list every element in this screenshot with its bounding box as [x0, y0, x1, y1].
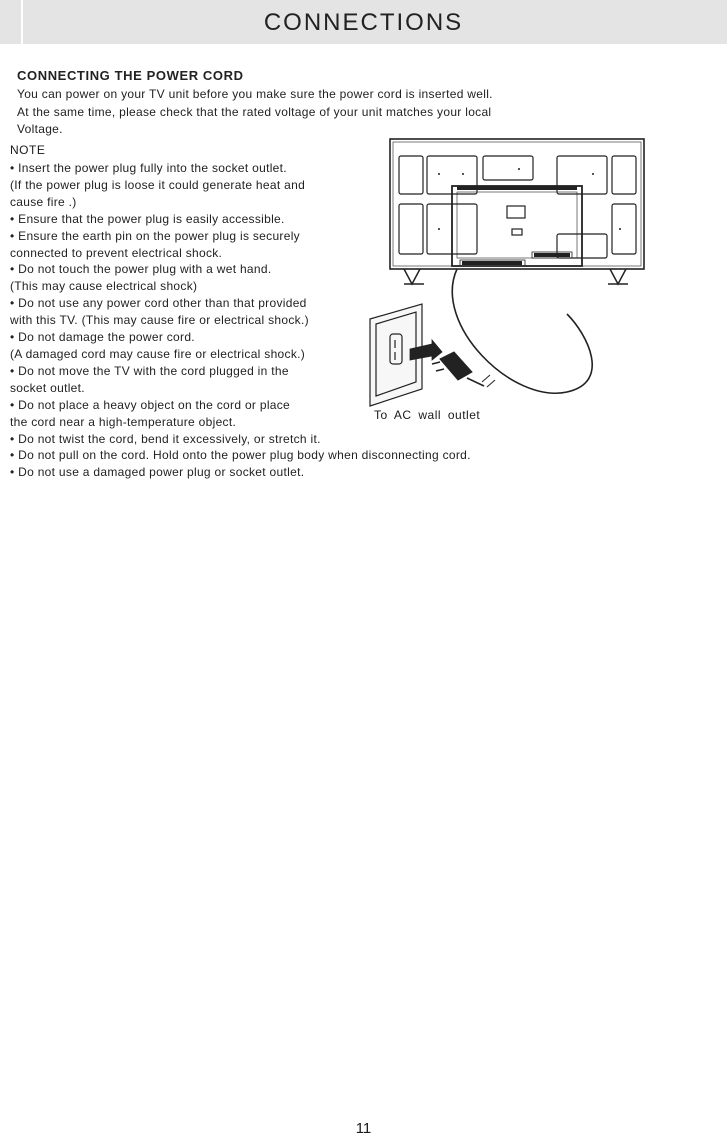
note-line: (If the power plug is loose it could generate heat and: [10, 177, 306, 192]
note-line: (This may cause electrical shock): [10, 279, 198, 294]
note-line: • Do not touch the power plug with a wet hand.: [10, 262, 272, 277]
page-title: CONNECTIONS: [263, 9, 464, 36]
section-heading: CONNECTING THE POWER CORD: [17, 68, 244, 83]
intro-line: You can power on your TV unit before you make sure the power cord is inserted well.: [17, 87, 493, 101]
note-line: connected to prevent electrical shock.: [10, 245, 223, 260]
note-line: socket outlet.: [10, 380, 85, 395]
intro-line: Voltage.: [17, 122, 63, 136]
power-plug: [432, 352, 484, 386]
note-line: • Do not place a heavy object on the cord or place: [10, 397, 291, 412]
intro-line: At the same time, please check that the rated voltage of your unit matches your local: [17, 104, 492, 119]
note-line: • Do not damage the power cord.: [10, 330, 195, 345]
note-line: • Insert the power plug fully into the socket outlet.: [10, 161, 287, 175]
note-line: • Do not pull on the cord. Hold onto the power plug body when disconnecting cord.: [10, 448, 471, 463]
note-line: • Ensure the earth pin on the power plug is securely: [10, 228, 300, 243]
intro-paragraph: [17, 86, 557, 139]
note-line: with this TV. (This may cause fire or electrical shock.): [10, 313, 309, 328]
tv-connection-illustration: [362, 134, 652, 434]
note-heading: NOTE: [10, 143, 46, 157]
note-line: • Do not use any power cord other than that provided: [10, 296, 307, 311]
tv-back-panel-details: [438, 168, 621, 265]
page-number: 11: [355, 1120, 372, 1137]
note-line: • Do not move the TV with the cord plugged in the: [10, 363, 289, 378]
power-cord: [452, 269, 592, 393]
tv-stand-feet: [404, 269, 628, 284]
tv-back-panel: [390, 139, 644, 269]
note-line: • Do not use a damaged power plug or socket outlet.: [10, 465, 305, 480]
note-line: (A damaged cord may cause fire or electrical shock.): [10, 346, 306, 361]
note-line: • Do not twist the cord, bend it excessively, or stretch it.: [10, 431, 321, 446]
note-line: • Ensure that the power plug is easily accessible.: [10, 211, 285, 226]
note-line: cause fire .): [10, 194, 77, 209]
outlet-caption: To AC wall outlet: [374, 408, 481, 422]
note-line: the cord near a high-temperature object.: [10, 414, 237, 429]
